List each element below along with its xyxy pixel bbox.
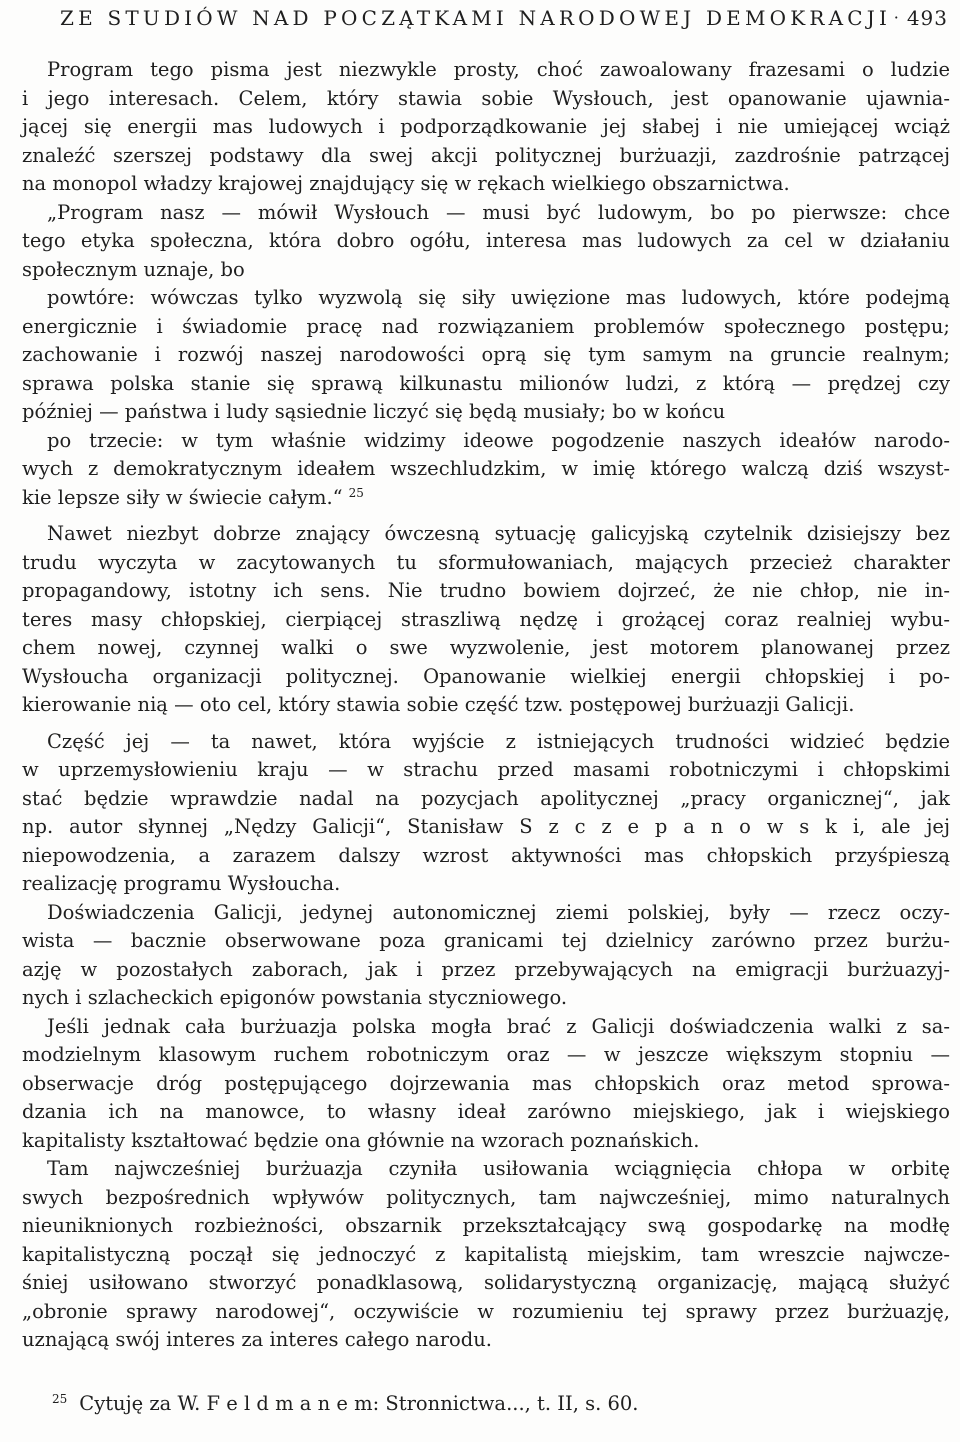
- paragraph: [22, 1155, 950, 1355]
- text-line: np. autor słynnej „Nędzy Galicji“, Stanisław S z c z e p a n o w s k i, ale jej: [22, 815, 950, 838]
- text-line: Jeśli jednak cała burżuazja polska mogła brać z Galicji doświadczenia walki z sa-: [47, 1014, 950, 1038]
- text-line: stać będzie wprawdzie nadal na pozycjach apolitycznej „pracy organicznej“, jak: [22, 786, 950, 810]
- text-line: sprawa polska stanie się sprawą kilkunastu milionów ludzi, z którą — prędzej czy: [22, 371, 950, 395]
- quote-paragraph: [22, 199, 950, 285]
- text-line: energicznie i świadomie pracę nad rozwiązaniem problemów społecznego postępu;: [22, 314, 950, 338]
- text-line: chem nowej, czynnej walki o swe wyzwolenie, jest motorem planowanej przez: [22, 636, 950, 659]
- paragraph: [22, 728, 950, 899]
- footnote-reference: 25: [348, 485, 364, 500]
- footnote-text: Cytuję za W. F e l d m a n e m: Stronnictwa..., t. II, s. 60.: [79, 1392, 639, 1415]
- text-line: obserwacje dróg postępującego dojrzewania mas chłopskich oraz metod sprowa-: [22, 1071, 950, 1095]
- quote-paragraph: [22, 284, 950, 427]
- text-line: Część jej — ta nawet, która wyjście z istniejących trudności widzieć będzie: [47, 729, 950, 753]
- text-line: [22, 484, 950, 513]
- paragraph: [22, 899, 950, 1013]
- text-line: „Program nasz — mówił Wysłouch — musi być ludowym, bo po pierwsze: chce: [47, 200, 950, 224]
- text-line: zachowanie i rozwój naszej narodowości oprą się tym samym na gruncie realnym;: [22, 343, 950, 366]
- folio-separator: ·: [893, 8, 899, 27]
- text-line: Doświadczenia Galicji, jedynej autonomicznej ziemi polskiej, były — rzecz oczy-: [47, 900, 950, 924]
- text-line: jącej się energii mas ludowych i podporządkowanie jej słabej i nie umiejącej wciąż: [22, 115, 950, 138]
- text-line: wych z demokratycznym ideałem wszechludzkim, w imię którego walczą dziś wszyst-: [22, 457, 950, 480]
- text-line: społecznym uznaje, bo: [22, 257, 245, 281]
- paragraph: [22, 56, 950, 199]
- text-line: niepowodzenia, a zarazem dalszy wzrost aktywności mas chłopskich przyśpieszą: [22, 843, 950, 867]
- quote-paragraph: [22, 427, 950, 513]
- text-line: wista — bacznie obserwowane poza granicami tej dzielnicy zarówno przez burżu-: [22, 929, 950, 952]
- text-line: znaleźć szerszej podstawy dla swej akcji politycznej burżuazji, zazdrośnie patrzącej: [22, 143, 950, 167]
- text-line: tego etyka społeczna, która dobro ogółu, interesa mas ludowych za cel w działaniu: [22, 229, 950, 252]
- text-line: teres masy chłopskiej, cierpiącej straszliwą nędzę i grożącej coraz realniej wybu-: [22, 607, 950, 631]
- paragraph: [22, 1013, 950, 1156]
- text-line: nych i szlacheckich epigonów powstania styczniowego.: [22, 986, 568, 1009]
- text-line-content: kie lepsze siły w świecie całym.“: [22, 485, 343, 509]
- text-line: modzielnym klasowym ruchem robotniczym oraz — w jeszcze większym stopniu —: [22, 1043, 950, 1066]
- text-line: azję w pozostałych zaborach, jak i przez przebywających na emigracji burżuazyj-: [22, 957, 950, 981]
- folio: [894, 5, 948, 31]
- text-line: propagandowy, istotny ich sens. Nie trudno bowiem dojrzeć, że nie chłop, nie in-: [22, 579, 950, 602]
- text-line: realizację programu Wysłoucha.: [22, 872, 341, 895]
- text-line: Tam najwcześniej burżuazja czyniła usiłowania wciągnięcia chłopa w orbitę: [47, 1157, 950, 1180]
- text-line: w uprzemysłowieniu kraju — w strachu przed masami robotniczymi i chłopskimi: [22, 758, 950, 781]
- text-line: kapitalisty kształtować będzie ona głównie na wzorach poznańskich.: [22, 1128, 700, 1152]
- running-title: ZE STUDIÓW NAD POCZĄTKAMI NARODOWEJ DEMOKRACJI: [60, 6, 892, 30]
- text-line: trudu wyczyta w zacytowanych tu sformułowaniach, mających przecież charakter: [22, 550, 950, 574]
- footnote: [52, 1390, 932, 1419]
- text-line: „obronie sprawy narodowej“, oczywiście w rozumieniu tej sprawy przez burżuazję,: [22, 1299, 950, 1323]
- text-line: po trzecie: w tym właśnie widzimy ideowe pogodzenie naszych ideałów narodo-: [47, 428, 950, 452]
- text-line: później — państwa i ludy sąsiednie liczyć się będą musiały; bo w końcu: [22, 400, 726, 423]
- running-head: [60, 5, 948, 31]
- text-line: Wysłoucha organizacji politycznej. Opanowanie wielkiej energii chłopskiej i po-: [22, 664, 950, 688]
- text-line: śniej usiłowano stworzyć ponadklasową, solidarystyczną organizację, mającą służyć: [22, 1271, 950, 1294]
- page-number: 493: [906, 6, 948, 30]
- body-text: [22, 56, 950, 1355]
- text-line: dzania ich na manowce, to własny ideał zarówno miejskiego, jak i wiejskiego: [22, 1100, 950, 1123]
- text-line: i jego interesach. Celem, który stawia sobie Wysłouch, jest opanowanie ujawnia-: [22, 86, 950, 110]
- text-line: swych bezpośrednich wpływów politycznych, tam najwcześniej, mimo naturalnych: [22, 1185, 950, 1209]
- text-line: powtóre: wówczas tylko wyzwolą się siły uwięzione mas ludowych, które podejmą: [47, 286, 950, 309]
- text-line: nieuniknionych rozbieżności, obszarnik przekształcający swą gospodarkę na modłę: [22, 1214, 950, 1237]
- footnote-number: 25: [52, 1392, 68, 1406]
- text-line: Nawet niezbyt dobrze znający ówczesną sytuację galicyjską czytelnik dzisiejszy bez: [47, 522, 950, 545]
- paragraph: [22, 520, 950, 720]
- text-line: uznającą swój interes za interes całego narodu.: [22, 1328, 493, 1351]
- text-line: na monopol władzy krajowej znajdujący się w rękach wielkiego obszarnictwa.: [22, 172, 790, 195]
- text-line: Program tego pisma jest niezwykle prosty, choć zawoalowany frazesami o ludzie: [47, 58, 950, 81]
- text-line: kapitalistyczną począł się jednoczyć z kapitalistą miejskim, tam wreszcie najwcze-: [22, 1242, 950, 1266]
- text-line: kierowanie nią — oto cel, który stawia sobie część tzw. postępowej burżuazji Galicji.: [22, 693, 855, 716]
